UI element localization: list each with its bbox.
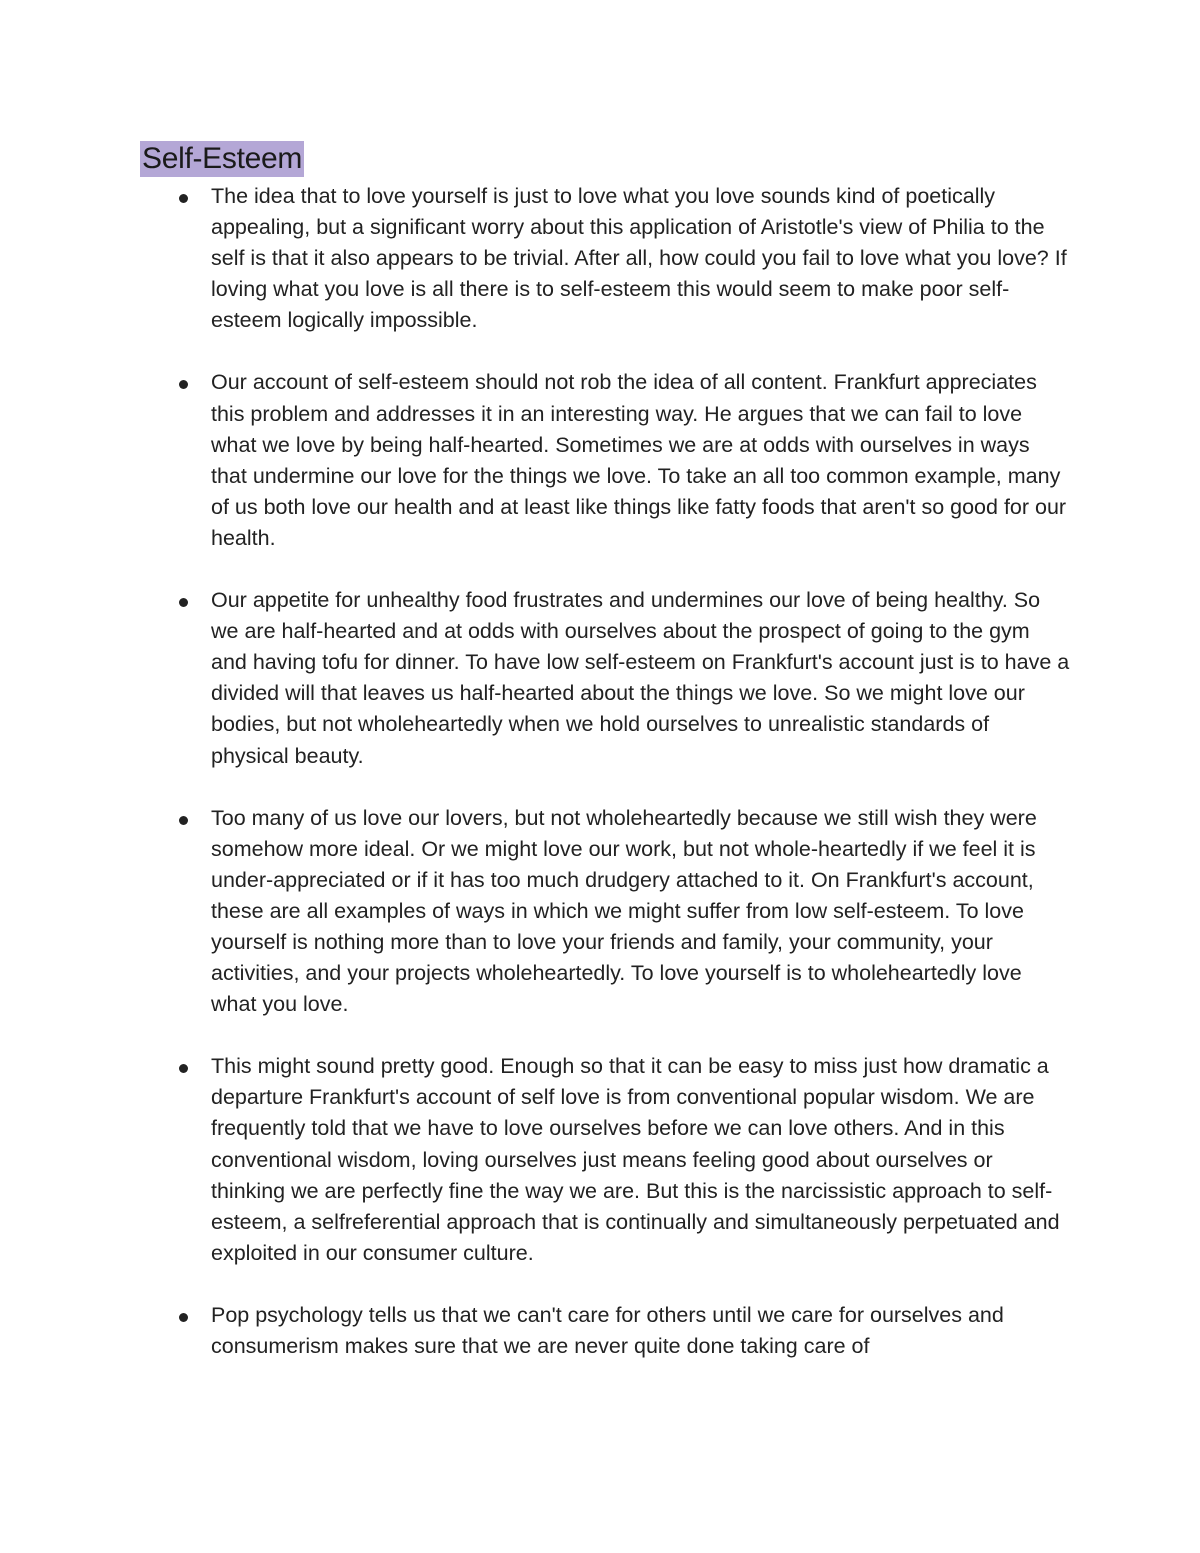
bullet-text: Our appetite for unhealthy food frustrates and undermines our love of being healthy. So we are half-hearted and at odds with ourselves about the prospect of going to the gym and having tofu for dinner. To have low self-esteem on Frankfurt's account just is to have a divided will that leaves us half-hearted about the things we love. So we might love our bodies, but not wholeheartedly when we hold ourselves to unrealistic standards of physical beauty. xyxy=(211,588,1070,768)
bullet-text: The idea that to love yourself is just to love what you love sounds kind of poetically appealing, but a significant worry about this application of Aristotle's view of Philia to the self is that it also appears to be trivial. After all, how could you fail to love what you love? If loving what you love is all there is to self-esteem this would seem to make poor self-esteem logically impossible. xyxy=(211,184,1067,333)
bullet-item-1 xyxy=(0,181,1071,336)
bullet-text: Pop psychology tells us that we can't care for others until we care for ourselves and consumerism makes sure that we are never quite done taking care of xyxy=(211,1302,1004,1358)
bullet-item-6 xyxy=(0,1300,1071,1362)
bullet-item-2 xyxy=(0,367,1071,554)
bullet-list xyxy=(0,181,1071,1393)
bullet-dot-icon xyxy=(179,380,188,389)
bullet-dot-icon xyxy=(179,816,188,825)
heading-self-esteem: Self-Esteem xyxy=(142,142,303,175)
bullet-item-5 xyxy=(0,1051,1071,1269)
bullet-dot-icon xyxy=(179,1064,188,1073)
bullet-dot-icon xyxy=(179,598,188,607)
bullet-text: This might sound pretty good. Enough so that it can be easy to miss just how dramatic a departure Frankfurt's account of self love is from conventional popular wisdom. We are frequently told that we have to love ourselves before we can love others. And in this conventional wisdom, loving ourselves just means feeling good about ourselves or thinking we are perfectly fine the way we are. But this is the narcissistic approach to self-esteem, a selfreferential approach that is continually and simultaneously perpetuated and exploited in our consumer culture. xyxy=(211,1054,1060,1265)
bullet-item-4 xyxy=(0,803,1071,1021)
bullet-text: Too many of us love our lovers, but not wholeheartedly because we still wish they were somehow more ideal. Or we might love our work, but not whole-heartedly if we feel it is under-appreciated or if it has too much drudgery attached to it. On Frankfurt's account, these are all examples of ways in which we might suffer from low self-esteem. To love yourself is nothing more than to love your friends and family, your community, your activities, and your projects wholeheartedly. To love yourself is to wholeheartedly love what you love. xyxy=(211,805,1037,1017)
bullet-dot-icon xyxy=(179,1313,188,1322)
bullet-dot-icon xyxy=(179,194,188,203)
bullet-item-3 xyxy=(0,585,1071,772)
bullet-text: Our account of self-esteem should not rob the idea of all content. Frankfurt appreciates this problem and addresses it in an interesting way. He argues that we can fail to love what we love by being half-hearted. Sometimes we are at odds with ourselves in ways that undermine our love for the things we love. To take an all too common example, many of us both love our health and at least like things like fatty foods that aren't so good for our health. xyxy=(211,370,1067,550)
